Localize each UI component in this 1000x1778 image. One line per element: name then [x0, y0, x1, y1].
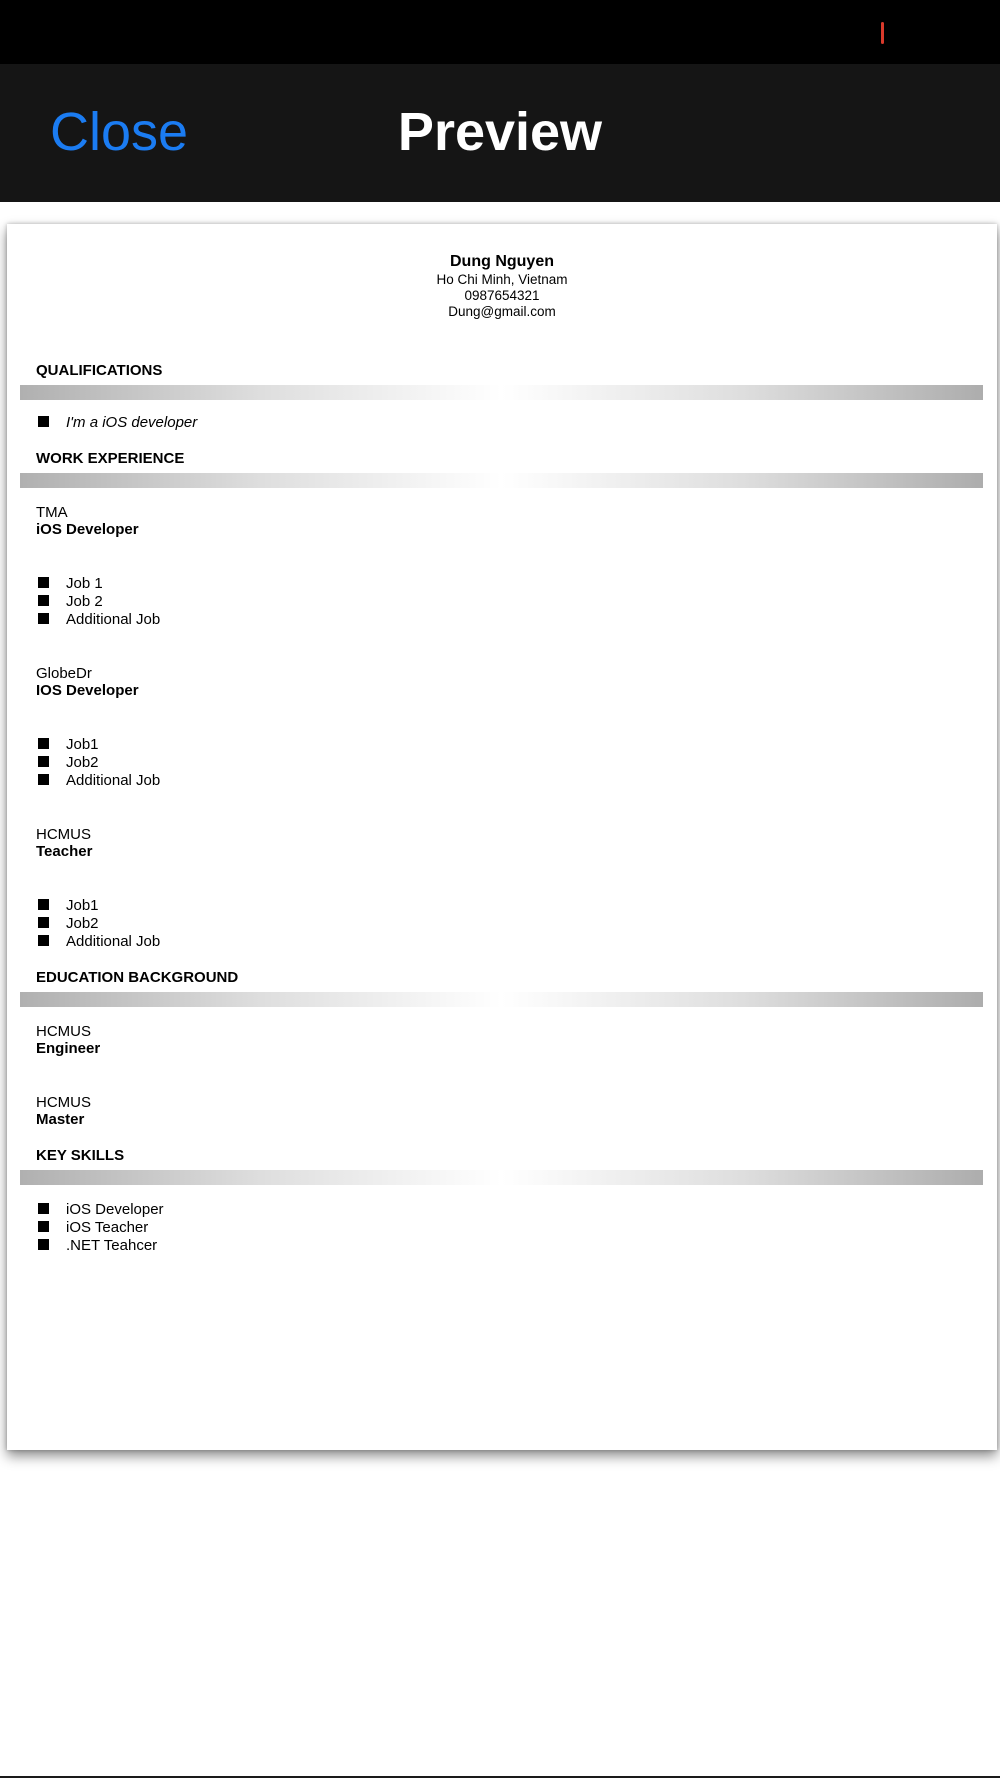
skill-text: iOS Teacher	[66, 1219, 149, 1236]
section-divider	[20, 473, 983, 488]
job-role: iOS Developer	[36, 521, 139, 538]
bullet-square-icon	[38, 774, 49, 785]
job-duty: Additional Job	[66, 611, 161, 628]
job-duty: Job 1	[66, 575, 103, 592]
education-degree: Master	[36, 1111, 85, 1128]
skill-text: .NET Teahcer	[66, 1237, 158, 1254]
page-title: Preview	[397, 102, 603, 162]
candidate-phone: 0987654321	[464, 288, 540, 303]
resume-header	[7, 252, 997, 320]
job-role: Teacher	[36, 843, 93, 860]
list-item	[38, 575, 103, 593]
bullet-square-icon	[38, 935, 49, 946]
section-divider	[20, 992, 983, 1007]
section-divider	[20, 385, 983, 400]
bullet-square-icon	[38, 1221, 49, 1232]
candidate-name: Dung Nguyen	[450, 253, 554, 270]
list-item	[38, 1201, 164, 1219]
list-item	[38, 593, 103, 611]
list-item	[38, 915, 99, 933]
section-title-education: EDUCATION BACKGROUND	[36, 969, 239, 986]
section-title-key-skills: KEY SKILLS	[36, 1147, 125, 1164]
job-role: IOS Developer	[36, 682, 139, 699]
bullet-square-icon	[38, 1239, 49, 1250]
job-duty: Additional Job	[66, 933, 161, 950]
bullet-square-icon	[38, 1203, 49, 1214]
list-item	[38, 772, 161, 790]
list-item	[38, 933, 161, 951]
bullet-square-icon	[38, 738, 49, 749]
job-company: TMA	[36, 504, 68, 521]
status-bar	[0, 0, 1000, 64]
list-item	[38, 1219, 149, 1237]
navigation-bar	[0, 64, 1000, 202]
section-divider	[20, 1170, 983, 1185]
list-item	[38, 754, 99, 772]
bullet-square-icon	[38, 416, 49, 427]
job-duty: Job 2	[66, 593, 103, 610]
bullet-square-icon	[38, 756, 49, 767]
job-duty: Job1	[66, 897, 99, 914]
education-school: HCMUS	[36, 1023, 91, 1040]
resume-document[interactable]	[7, 224, 997, 1450]
list-item	[38, 611, 161, 629]
section-title-qualifications: QUALIFICATIONS	[36, 362, 163, 379]
skill-text: iOS Developer	[66, 1201, 164, 1218]
bullet-square-icon	[38, 917, 49, 928]
job-company: HCMUS	[36, 826, 91, 843]
education-degree: Engineer	[36, 1040, 101, 1057]
education-school: HCMUS	[36, 1094, 91, 1111]
candidate-location: Ho Chi Minh, Vietnam	[436, 272, 568, 287]
close-button[interactable]: Close	[50, 102, 189, 162]
section-title-work-experience: WORK EXPERIENCE	[36, 450, 185, 467]
status-indicator-icon	[881, 22, 884, 44]
job-duty: Additional Job	[66, 772, 161, 789]
bullet-square-icon	[38, 577, 49, 588]
bullet-square-icon	[38, 595, 49, 606]
job-duty: Job1	[66, 736, 99, 753]
job-duty: Job2	[66, 915, 99, 932]
list-item	[38, 736, 99, 754]
job-duty: Job2	[66, 754, 99, 771]
list-item	[38, 414, 198, 432]
list-item	[38, 897, 99, 915]
candidate-email: Dung@gmail.com	[448, 304, 556, 319]
list-item	[38, 1237, 158, 1255]
job-company: GlobeDr	[36, 665, 92, 682]
bullet-square-icon	[38, 613, 49, 624]
bullet-square-icon	[38, 899, 49, 910]
qualification-text: I'm a iOS developer	[66, 414, 198, 431]
